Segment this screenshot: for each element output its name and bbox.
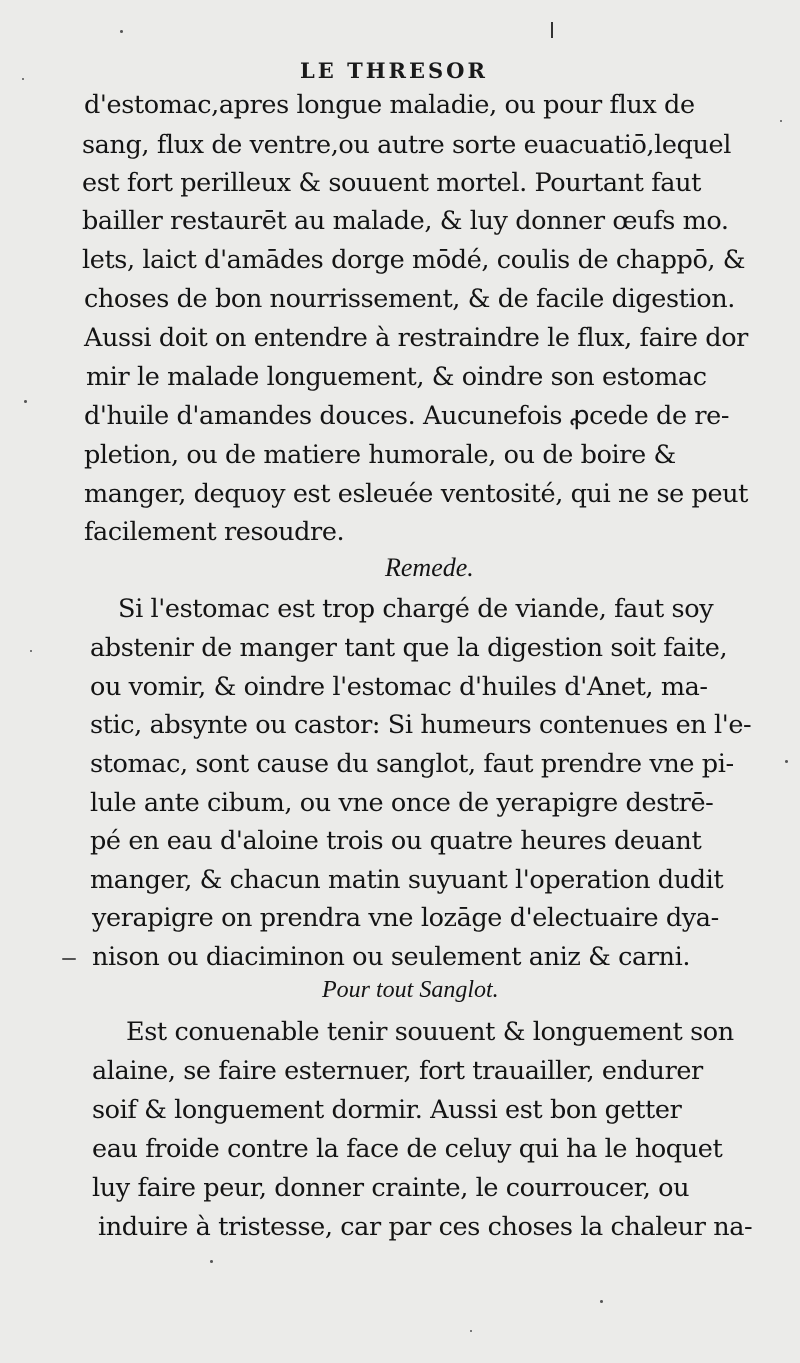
text-line: luy faire peur, donner crainte, le courroucer, ou — [92, 1173, 690, 1203]
page-mark — [546, 22, 553, 38]
running-head: LE THRESOR — [300, 58, 488, 83]
text-line: eau froide contre la face de celuy qui ha le hoquet — [92, 1134, 723, 1164]
text-line: stic, absynte ou castor: Si humeurs contenues en l'e- — [90, 710, 752, 740]
text-line: soif & longuement dormir. Aussi est bon getter — [92, 1095, 682, 1125]
text-line: lule ante cibum, ou vne once de yerapigre destrē- — [90, 788, 714, 818]
paper-speck — [600, 1300, 603, 1303]
text-line: est fort perilleux & souuent mortel. Pourtant faut — [82, 168, 701, 198]
text-line: manger, & chacun matin suyuant l'operation dudit — [90, 865, 724, 895]
text-line: d'estomac,apres longue maladie, ou pour flux de — [84, 90, 695, 120]
paper-speck — [24, 400, 27, 403]
margin-dash — [62, 958, 76, 960]
text-line: alaine, se faire esternuer, fort trauailler, endurer — [92, 1056, 703, 1086]
paper-speck — [780, 120, 782, 122]
text-line: abstenir de manger tant que la digestion soit faite, — [90, 633, 728, 663]
text-line: yerapigre on prendra vne lozāge d'electuaire dya- — [92, 903, 719, 933]
text-line: pé en eau d'aloine trois ou quatre heures deuant — [90, 826, 702, 856]
text-line: Est conuenable tenir souuent & longuement son — [126, 1017, 734, 1047]
paper-speck — [120, 30, 123, 33]
text-line: manger, dequoy est esleuée ventosité, qui ne se peut — [84, 479, 749, 509]
text-line: sang, flux de ventre,ou autre sorte euacuatiō,lequel — [82, 130, 731, 160]
text-line: d'huile d'amandes douces. Aucunefois ꝓcede de re- — [84, 401, 730, 431]
text-line: pletion, ou de matiere humorale, ou de boire & — [84, 440, 676, 470]
text-line: facilement resoudre. — [84, 517, 345, 547]
text-line: bailler restaurēt au malade, & luy donner œufs mo. — [82, 206, 729, 236]
text-line: Aussi doit on entendre à restraindre le flux, faire dor — [84, 323, 748, 353]
paper-speck — [30, 650, 32, 652]
paper-speck — [785, 760, 788, 763]
paper-speck — [470, 1330, 472, 1332]
text-line: Si l'estomac est trop chargé de viande, faut soy — [118, 594, 714, 624]
text-line: lets, laict d'amādes dorge mōdé, coulis de chappō, & — [82, 245, 746, 275]
text-line: choses de bon nourrissement, & de facile digestion. — [84, 284, 735, 314]
text-line: induire à tristesse, car par ces choses la chaleur na- — [98, 1212, 753, 1242]
section-heading-sanglot: Pour tout Sanglot. — [322, 977, 499, 1003]
paper-speck — [210, 1260, 213, 1263]
section-heading-remede: Remede. — [385, 553, 474, 582]
paper-speck — [22, 78, 24, 80]
text-line: stomac, sont cause du sanglot, faut prendre vne pi- — [90, 749, 734, 779]
text-line: nison ou diaciminon ou seulement aniz & carni. — [92, 942, 691, 972]
text-line: mir le malade longuement, & oindre son estomac — [86, 362, 707, 392]
text-line: ou vomir, & oindre l'estomac d'huiles d'Anet, ma- — [90, 672, 708, 702]
